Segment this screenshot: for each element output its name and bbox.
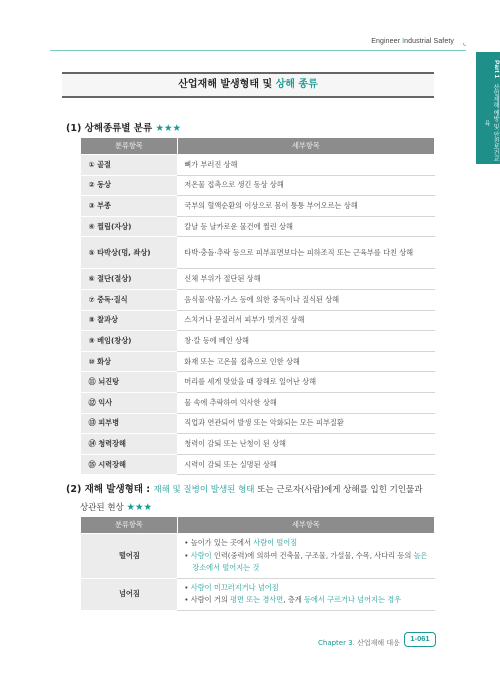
detail-cell: 국부의 혈액순환의 이상으로 몸이 퉁퉁 부어오르는 상해 — [177, 196, 434, 217]
detail-cell: • 높이가 있는 곳에서 사람이 떨어짐 • 사람이 인력(중력)에 의하여 건축물, 구조물, 가설물, 수목, 사다리 등의 높은 장소에서 떨어지는 것 — [177, 534, 434, 579]
category-cell: ⑦ 중독·질식 — [81, 289, 178, 310]
detail-cell: 칼날 등 날카로운 물건에 찔린 상해 — [177, 216, 434, 237]
category-cell: ⑬ 피부병 — [81, 413, 178, 434]
table-row — [81, 196, 435, 217]
column-header: 분류항목 — [81, 517, 178, 534]
column-header: 분류항목 — [81, 138, 178, 155]
detail-cell: 시력이 감퇴 또는 실명된 상해 — [177, 454, 434, 475]
table-row — [81, 413, 435, 434]
detail-cell: 신체 부위가 절단된 상해 — [177, 269, 434, 290]
footer-chapter: Chapter 3. 산업재해 대응 — [318, 639, 400, 647]
detail-cell: 타박·충돌·추락 등으로 피부표면보다는 피하조직 또는 근육부를 다친 상해 — [177, 237, 434, 269]
section1-title: (1) 상해종류별 분류 ★★★ — [66, 123, 182, 134]
table-row — [81, 216, 435, 237]
table-row — [81, 237, 435, 269]
side-tab — [476, 52, 500, 164]
category-cell: ⑤ 타박상(멍, 좌상) — [81, 237, 178, 269]
category-cell: ⑫ 익사 — [81, 392, 178, 413]
table-header-row — [81, 517, 435, 534]
column-header: 세부항목 — [177, 138, 434, 155]
table-row — [81, 392, 435, 413]
page-number: 1-061 — [404, 632, 436, 647]
header-rule — [50, 50, 466, 51]
star-rating-icon: ★★★ — [126, 502, 153, 513]
detail-cell: 머리를 세게 맞았을 때 장해로 일어난 상해 — [177, 372, 434, 393]
category-cell: ⑮ 시력장해 — [81, 454, 178, 475]
category-cell: ⑭ 청력장해 — [81, 434, 178, 455]
part-subtitle: 산업재해 예방 및 안전보건교육 — [483, 84, 499, 162]
detail-cell: 청력이 감퇴 또는 난청이 된 상해 — [177, 434, 434, 455]
detail-cell: 음식물·약물·가스 등에 의한 중독이나 질식된 상해 — [177, 289, 434, 310]
table-row — [81, 331, 435, 352]
table-row — [81, 454, 435, 475]
detail-cell: 직업과 연관되어 발생 또는 악화되는 모든 피부질환 — [177, 413, 434, 434]
table-header-row — [81, 138, 435, 155]
table-row — [81, 175, 435, 196]
part-label: Part 1 — [493, 60, 500, 79]
table-row — [81, 289, 435, 310]
accident-type-table — [80, 516, 435, 611]
category-cell: ④ 찔림(자상) — [81, 216, 178, 237]
category-cell: ② 동상 — [81, 175, 178, 196]
running-header: Engineer Industrial Safety — [371, 38, 454, 45]
category-cell: ⑩ 화상 — [81, 351, 178, 372]
table-row — [81, 351, 435, 372]
detail-cell: 스치거나 문질러서 피부가 벗겨진 상해 — [177, 310, 434, 331]
category-cell: ⑪ 뇌진탕 — [81, 372, 178, 393]
page-title: 산업재해 발생형태 및 상해 종류 — [62, 72, 434, 98]
table-row — [81, 310, 435, 331]
table-row — [81, 578, 435, 610]
category-cell: ⑥ 절단(절상) — [81, 269, 178, 290]
category-cell: ⑨ 베임(창상) — [81, 331, 178, 352]
category-cell: ⑧ 찰과상 — [81, 310, 178, 331]
star-rating-icon: ★★★ — [155, 123, 182, 134]
table-row — [81, 269, 435, 290]
detail-cell: • 사람이 미끄러지거나 넘어짐 • 사람이 거의 평면 또는 경사면, 층계 등에서 구르거나 넘어지는 경우 — [177, 578, 434, 610]
detail-cell: 저온물 접촉으로 생긴 동상 상해 — [177, 175, 434, 196]
injury-type-table — [80, 137, 435, 475]
column-header: 세부항목 — [177, 517, 434, 534]
detail-cell: 창·칼 등에 베인 상해 — [177, 331, 434, 352]
table-row — [81, 534, 435, 579]
detail-cell: 화재 또는 고온물 접촉으로 인한 상해 — [177, 351, 434, 372]
detail-cell: 물 속에 추락하여 익사한 상해 — [177, 392, 434, 413]
category-cell: 떨어짐 — [81, 534, 178, 579]
detail-cell: 뼈가 부러진 상해 — [177, 155, 434, 176]
section2-title: (2) 재해 발생형태 : 재해 및 질병이 발생된 형태 또는 근로자(사람)에게 상해를 입힌 기인물과 상관된 현상 ★★★ — [66, 484, 423, 513]
category-cell: 넘어짐 — [81, 578, 178, 610]
table-row — [81, 434, 435, 455]
category-cell: ③ 부종 — [81, 196, 178, 217]
swoosh-icon: ◟ — [462, 38, 466, 47]
table-row — [81, 155, 435, 176]
table-row — [81, 372, 435, 393]
category-cell: ① 골절 — [81, 155, 178, 176]
